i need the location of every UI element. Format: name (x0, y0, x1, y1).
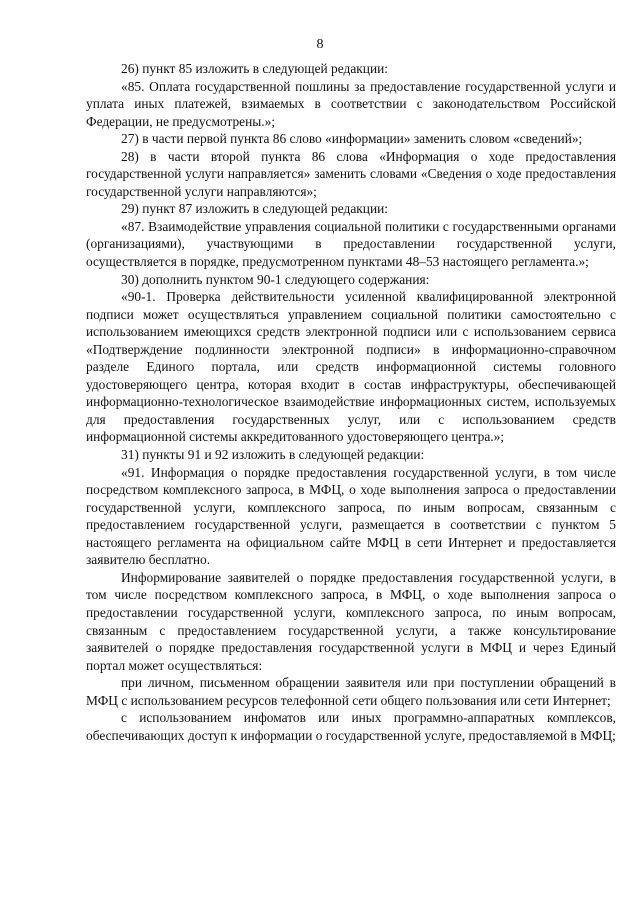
page-number: 8 (316, 37, 324, 52)
item-26-heading: 26) пункт 85 изложить в следующей редакции: (121, 61, 389, 76)
personal-appeal-paragraph: при личном, письменном обращении заявителя или при поступлении обращений в МФЦ с использованием ресурсов телефонной сети общего пользования или сети Интернет; (86, 675, 616, 708)
item-28-text: 28) в части второй пункта 86 слова «Информация о ходе предоставления государственной услуги направляется» заменить словами «Сведения о ходе предоставления государственной услуги направляются»; (86, 148, 616, 199)
document-body (86, 60, 616, 744)
item-29-heading: 29) пункт 87 изложить в следующей редакции: (121, 201, 389, 217)
informing-paragraph: Информирование заявителей о порядке предоставления государственной услуги, в том числе посредством комплексного запроса, в МФЦ, о ходе выполнения запроса о предоставлении государственной услуги, комплексного запроса, по иным вопросам, связанным с предоставлением государственной услуги, а также консультирование заявителей о порядке предоставления государственной услуги в МФЦ и через Единый портал может осуществляться: (86, 569, 616, 673)
item-30-heading: 30) дополнить пунктом 90-1 следующего содержания: (121, 271, 430, 287)
item-31-heading: 31) пункты 91 и 92 изложить в следующей редакции: (121, 447, 425, 463)
item-27-text: 27) в части первой пункта 86 слово «информации» заменить словом «сведений»; (121, 131, 583, 147)
infomats-paragraph: с использованием инфоматов или иных программно-аппаратных комплексов, обеспечивающих доступ к информации о государственной услуге, предоставляемой в МФЦ; (86, 710, 616, 743)
item-87-text: «87. Взаимодействие управления социальной политики с государственными органами (организациями), участвующими в предоставлении государственной услуги, осуществляется в порядке, предусмотренном пунктами 48–53 настоящего регламента.»; (86, 218, 616, 270)
item-85-text: «85. Оплата государственной пошлины за предоставление государственной услуги и уплата иных платежей, взимаемых в соответствии с законодательством Российской Федерации, не предусмотрены.»; (86, 78, 616, 129)
item-90-1-text: «90-1. Проверка действительности усиленной квалифицированной электронной подписи может осуществляться управлением социальной политики самостоятельно с использованием имеющихся средств электронной подписи или с использованием сервиса «Подтверждение подлинности электронной подписи» в информационно-справочном разделе Единого портала, или средств информационной системы головного удостоверяющего центра, которая входит в состав инфраструктуры, обеспечивающей информационно-технологическое взаимодействие информационных систем, используемых для предоставления государственных услуг, или с использованием средств информационной системы аккредитованного удостоверяющего центра.»; (86, 289, 616, 445)
item-91-text: «91. Информация о порядке предоставления государственной услуги, в том числе посредством комплексного запроса, в МФЦ, о ходе выполнения запроса о предоставлении государственной услуги, комплексного запроса, по иным вопросам, связанным с предоставлением государственной услуги, размещается в соответствии с пунктом 5 настоящего регламента на официальном сайте МФЦ в сети Интернет и предоставляется заявителю бесплатно. (86, 464, 616, 568)
